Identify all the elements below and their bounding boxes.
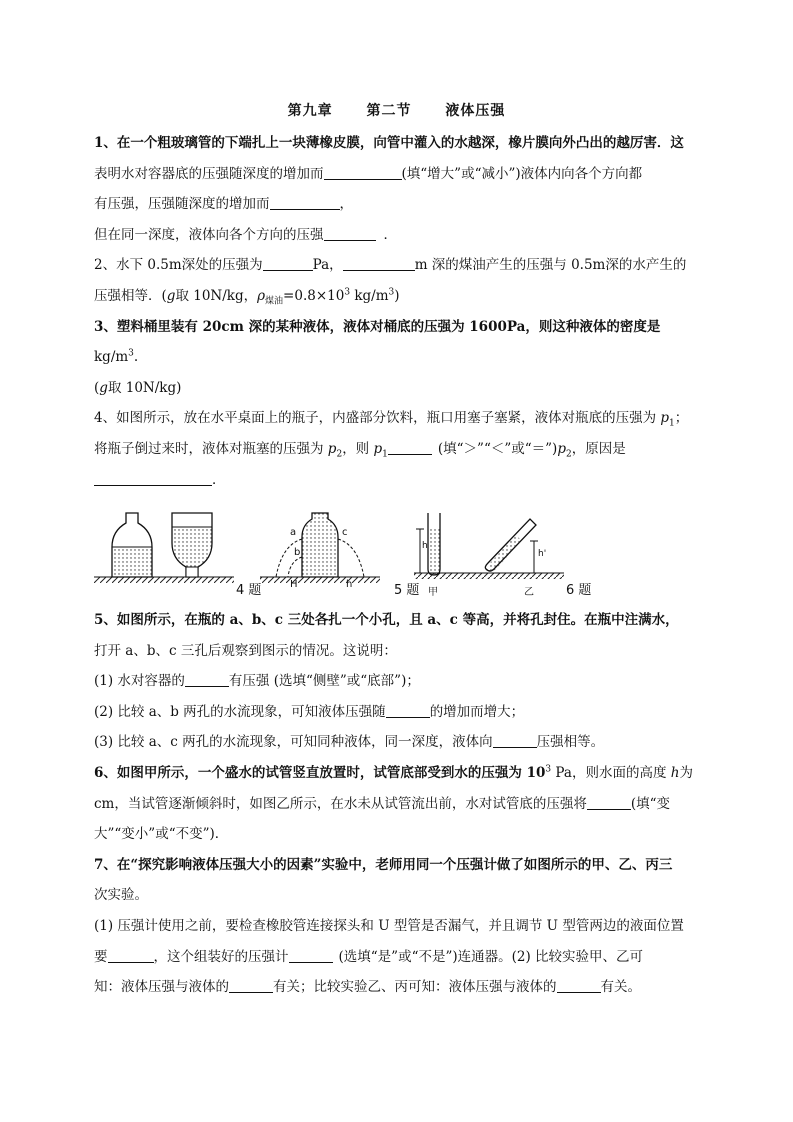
fig5-hole-a: a: [290, 527, 297, 538]
q3-line1: 3、塑料桶里装有 20cm 深的某种液体，液体对桶底的压强为 1600Pa，则这种液体的密度是: [94, 318, 661, 335]
fig6-label-jia: 甲: [428, 587, 438, 598]
q1-blank-1[interactable]: [324, 163, 402, 180]
q7-line4: 要 ，这个组装好的压强计 (选填“是”或“不是”)连通器。(2) 比较实验甲、乙可: [94, 942, 706, 973]
q6-line1: 6、如图甲所示，一个盛水的试管竖直放置时，试管底部受到水的压强为 $10^3$ Pa，则水面的高度 h为: [94, 764, 693, 781]
figures-row: [94, 505, 706, 605]
fig5-label: 5 题: [394, 583, 420, 598]
q6-line2: cm，当试管逐渐倾斜时，如图乙所示，在水未从试管流出前，水对试管底的压强将 (填“变: [94, 789, 706, 820]
topic-label: 液体压强: [445, 103, 506, 119]
fig5-hole-c: c: [342, 527, 348, 538]
fig6-label: 6 题: [566, 583, 592, 598]
section-label: 第二节: [366, 103, 412, 119]
q3-line2: $kg/m^3$.: [94, 348, 139, 366]
q5-line3: (1) 水对容器的 有压强 (选填“侧壁”或“底部”)；: [94, 666, 706, 697]
fig5-label-H: H: [290, 579, 298, 590]
fig5-bottle-holes: [260, 513, 380, 583]
q1-line2: 表明水对容器底的压强随深度的增加而 (填“增大”或“减小”)液体内向各个方向都: [94, 159, 706, 190]
q1-line1: 1、在一个粗玻璃管的下端扎上一块薄橡皮膜，向管中灌入的水越深，橡片膜向外凸出的越厉害．这: [94, 135, 684, 151]
page-title: [0, 100, 793, 120]
q2-line1: 2、水下 0.5m深处的压强为 Pa， m 深的煤油产生的压强与 0.5m深的水产生的: [94, 250, 706, 281]
q5-line2: 打开 a、b、c 三孔后观察到图示的情况。这说明：: [94, 642, 397, 659]
q4-blank-1[interactable]: [388, 438, 432, 455]
q5-blank-1[interactable]: [185, 670, 229, 687]
fig4-inverted-bottle: [172, 513, 212, 577]
q1-line3: 有压强，压强随深度的增加而 ，: [94, 189, 706, 220]
q7-blank-4[interactable]: [557, 976, 601, 993]
q7-line1: 7、在“探究影响液体压强大小的因素”实验中，老师用同一个压强计做了如图所示的甲、乙、丙三: [94, 856, 673, 873]
chapter-label: 第九章: [287, 103, 333, 119]
q5-line4: (2) 比较 a、b 两孔的水流现象，可知液体压强随 的增加而增大；: [94, 697, 706, 728]
fig6-height-h: h: [422, 541, 428, 551]
q3-line3: (g取 10N/kg): [94, 379, 182, 396]
q4-line1: 4、如图所示，放在水平桌面上的瓶子，内盛部分饮料，瓶口用塞子塞紧，液体对瓶底的压强为 $p_1$；: [94, 410, 689, 430]
q1-line4: 但在同一深度，液体向各个方向的压强 ．: [94, 220, 706, 251]
q4-blank-2[interactable]: [94, 469, 212, 486]
questions-part-2: [94, 605, 706, 1003]
q7-line2: 次实验。: [94, 887, 148, 904]
q5-line1: 5、如图所示，在瓶的 a、b、c 三处各扎一个小孔，且 a、c 等高，并将孔封住。在瓶中注满水，: [94, 612, 679, 628]
questions-part-1: [94, 128, 706, 495]
fig5-hole-b: b: [294, 547, 301, 558]
q1-blank-3[interactable]: [324, 224, 376, 241]
fig6-height-h-prime: h': [538, 549, 547, 559]
fig5-label-h: h: [346, 579, 353, 590]
q6-blank-1[interactable]: [587, 793, 631, 810]
q2-blank-2[interactable]: [343, 254, 415, 271]
q5-blank-2[interactable]: [386, 701, 430, 718]
q2-blank-1[interactable]: [263, 254, 313, 271]
fig6-label-yi: 乙: [524, 587, 534, 598]
q2-line2: 压强相等．(g取 10N/kg，$\rho_{煤油}=0.8\times 10^3$ $kg/m^3$): [94, 287, 400, 307]
q7-line3: (1) 压强计使用之前，要检查橡胶管连接探头和 U 型管是否漏气，并且调节 U 型管两边的液面位置: [94, 917, 684, 934]
fig4-label: 4 题: [236, 583, 262, 598]
q1-blank-2[interactable]: [270, 193, 340, 210]
q7-blank-3[interactable]: [229, 976, 273, 993]
q4-line3: ．: [94, 465, 706, 496]
q5-line5: (3) 比较 a、c 两孔的水流现象，可知同种液体，同一深度，液体向 压强相等。: [94, 727, 706, 758]
q6-line3: 大”“变小”或“不变”)．: [94, 826, 229, 843]
q5-blank-3[interactable]: [493, 731, 537, 748]
q7-line5: 知：液体压强与液体的 有关；比较实验乙、丙可知：液体压强与液体的 有关。: [94, 972, 706, 1003]
fig4-upright-bottle: [94, 513, 234, 583]
fig6-test-tubes: [414, 513, 564, 579]
q7-blank-1[interactable]: [108, 946, 154, 963]
q7-blank-2[interactable]: [289, 946, 333, 963]
q4-line2: 将瓶子倒过来时，液体对瓶塞的压强为 $p_2$，则 $p_1$ (填“＞”“＜”或“$=”)p_2$，原因是: [94, 434, 706, 465]
